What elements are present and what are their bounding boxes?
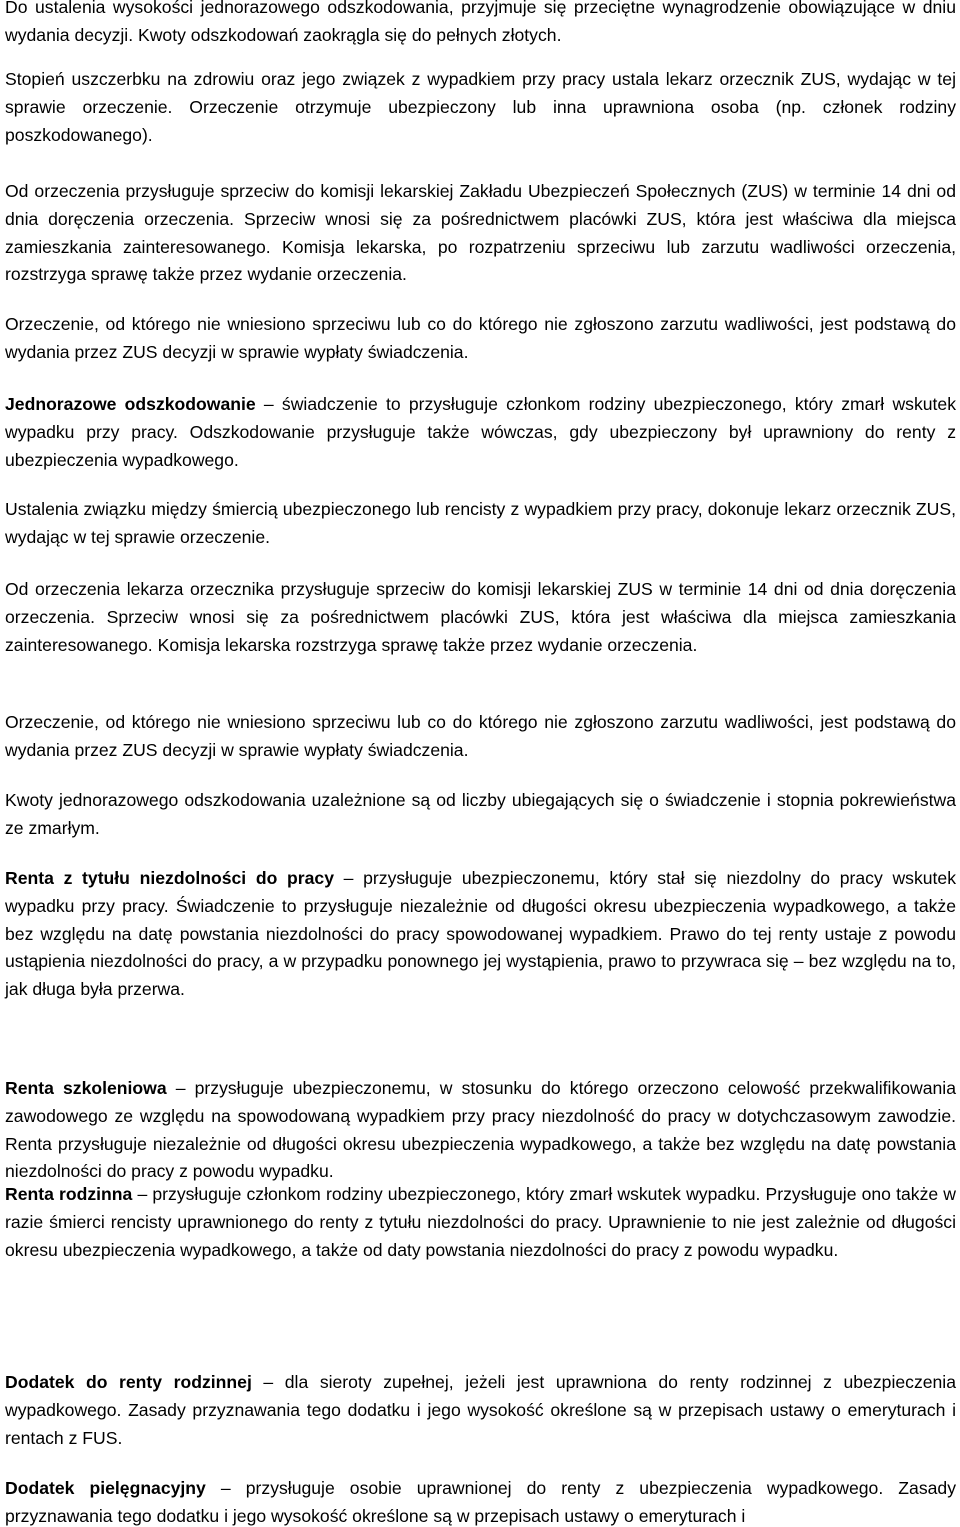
term-renta-rodzinna: Renta rodzinna	[5, 1184, 133, 1204]
paragraph-orzeczenie-podstawa-2	[5, 709, 956, 765]
term-dodatek-pielegnacyjny: Dodatek pielęgnacyjny	[5, 1478, 206, 1498]
paragraph-text: Do ustalenia wysokości jednorazowego odszkodowania, przyjmuje się przeciętne wynagrodzenie obowiązujące w dniu wydania decyzji. Kwoty odszkodowań zaokrągla się do pełnych złotych.	[5, 0, 956, 45]
paragraph-text: Od orzeczenia lekarza orzecznika przysługuje sprzeciw do komisji lekarskiej ZUS w terminie 14 dni od dnia doręczenia orzeczenia. Sprzeciw wnosi się za pośrednictwem placówki ZUS, która jest właściwa dla miejsca zamieszkania zainteresowanego. Komisja lekarska rozstrzyga sprawę także przez wydanie orzeczenia.	[5, 579, 956, 655]
paragraph-text: – przysługuje osobie uprawnionej do renty z ubezpieczenia wypadkowego. Zasady przyznawania tego dodatku i jego wysokość określone są w przepisach ustawy o emeryturach i	[5, 1478, 956, 1526]
term-jednorazowe-odszkodowanie: Jednorazowe odszkodowanie	[5, 394, 256, 414]
paragraph-text: – przysługuje ubezpieczonemu, w stosunku do którego orzeczono celowość przekwalifikowania zawodowego ze względu na spowodowaną wypadkiem przy pracy niezdolność do pracy w dotychczasowym zawodzie. Renta przysługuje niezależnie od długości okresu ubezpieczenia wypadkowego, a także bez względu na datę powstania niezdolności do pracy z powodu wypadku.	[5, 1078, 956, 1182]
paragraph-dodatek-pielegnacyjny	[5, 1475, 956, 1527]
paragraph-text: Orzeczenie, od którego nie wniesiono sprzeciwu lub co do którego nie zgłoszono zarzutu wadliwości, jest podstawą do wydania przez ZUS decyzji w sprawie wypłaty świadczenia.	[5, 314, 956, 362]
paragraph-renta-niezdolnosc	[5, 865, 956, 1004]
paragraph-jednorazowe-odszkodowanie	[5, 391, 956, 474]
paragraph-kwoty-odszkodowania	[5, 787, 956, 843]
paragraph-dodatek-renta-rodzinna	[5, 1369, 956, 1452]
paragraph-text: – przysługuje członkom rodziny ubezpieczonego, który zmarł wskutek wypadku. Przysługuje ono także w razie śmierci rencisty uprawnionego do renty z tytułu niezdolności do pracy. Uprawnienie to nie jest zależnie od długości okresu ubezpieczenia wypadkowego, a także od daty powstania niezdolności do pracy z powodu wypadku.	[5, 1184, 956, 1260]
paragraph-text: Kwoty jednorazowego odszkodowania uzależnione są od liczby ubiegających się o świadczenie i stopnia pokrewieństwa ze zmarłym.	[5, 790, 956, 838]
paragraph-sprzeciw-lekarza-orzecznika	[5, 576, 956, 659]
paragraph-intro-wynagrodzenie	[5, 0, 956, 50]
paragraph-renta-szkoleniowa	[5, 1075, 956, 1186]
paragraph-sprzeciw-komisja	[5, 178, 956, 289]
paragraph-ustalenia-zwiazku	[5, 496, 956, 552]
paragraph-text: – dla sieroty zupełnej, jeżeli jest uprawniona do renty rodzinnej z ubezpieczenia wypadkowego. Zasady przyznawania tego dodatku i jego wysokość określone są w przepisach ustawy o emeryturach i rentach z FUS.	[5, 1372, 956, 1448]
paragraph-text: Orzeczenie, od którego nie wniesiono sprzeciwu lub co do którego nie zgłoszono zarzutu wadliwości, jest podstawą do wydania przez ZUS decyzji w sprawie wypłaty świadczenia.	[5, 712, 956, 760]
paragraph-stopien-uszczerbku	[5, 66, 956, 149]
paragraph-text: Od orzeczenia przysługuje sprzeciw do komisji lekarskiej Zakładu Ubezpieczeń Społecznych (ZUS) w terminie 14 dni od dnia doręczenia orzeczenia. Sprzeciw wnosi się za pośrednictwem placówki ZUS, która jest właściwa dla miejsca zamieszkania zainteresowanego. Komisja lekarska, po rozpatrzeniu sprzeciwu lub zarzutu wadliwości orzeczenia, rozstrzyga sprawę także przez wydanie orzeczenia.	[5, 181, 956, 285]
paragraph-text: Stopień uszczerbku na zdrowiu oraz jego związek z wypadkiem przy pracy ustala lekarz orzecznik ZUS, wydając w tej sprawie orzeczenie. Orzeczenie otrzymuje ubezpieczony lub inna uprawniona osoba (np. członek rodziny poszkodowanego).	[5, 69, 956, 145]
paragraph-text: Ustalenia związku między śmiercią ubezpieczonego lub rencisty z wypadkiem przy pracy, dokonuje lekarz orzecznik ZUS, wydając w tej sprawie orzeczenie.	[5, 499, 956, 547]
term-renta-niezdolnosc: Renta z tytułu niezdolności do pracy	[5, 868, 334, 888]
paragraph-text: – przysługuje ubezpieczonemu, który stał się niezdolny do pracy wskutek wypadku przy pracy. Świadczenie to przysługuje niezależnie od długości okresu ubezpieczenia wypadkowego, a także bez względu na datę powstania niezdolności do pracy spowodowanej wypadkiem. Prawo do tej renty ustaje z powodu ustąpienia niezdolności do pracy, a w przypadku ponownego jej wystąpienia, prawo to przywraca się – bez względu na to, jak długa była przerwa.	[5, 868, 956, 1000]
term-dodatek-renta-rodzinna: Dodatek do renty rodzinnej	[5, 1372, 252, 1392]
term-renta-szkoleniowa: Renta szkoleniowa	[5, 1078, 167, 1098]
paragraph-text: – świadczenie to przysługuje członkom rodziny ubezpieczonego, który zmarł wskutek wypadku przy pracy. Odszkodowanie przysługuje także wówczas, gdy ubezpieczony był uprawniony do renty z ubezpieczenia wypadkowego.	[5, 394, 956, 470]
paragraph-orzeczenie-podstawa-1	[5, 311, 956, 367]
paragraph-renta-rodzinna	[5, 1181, 956, 1264]
